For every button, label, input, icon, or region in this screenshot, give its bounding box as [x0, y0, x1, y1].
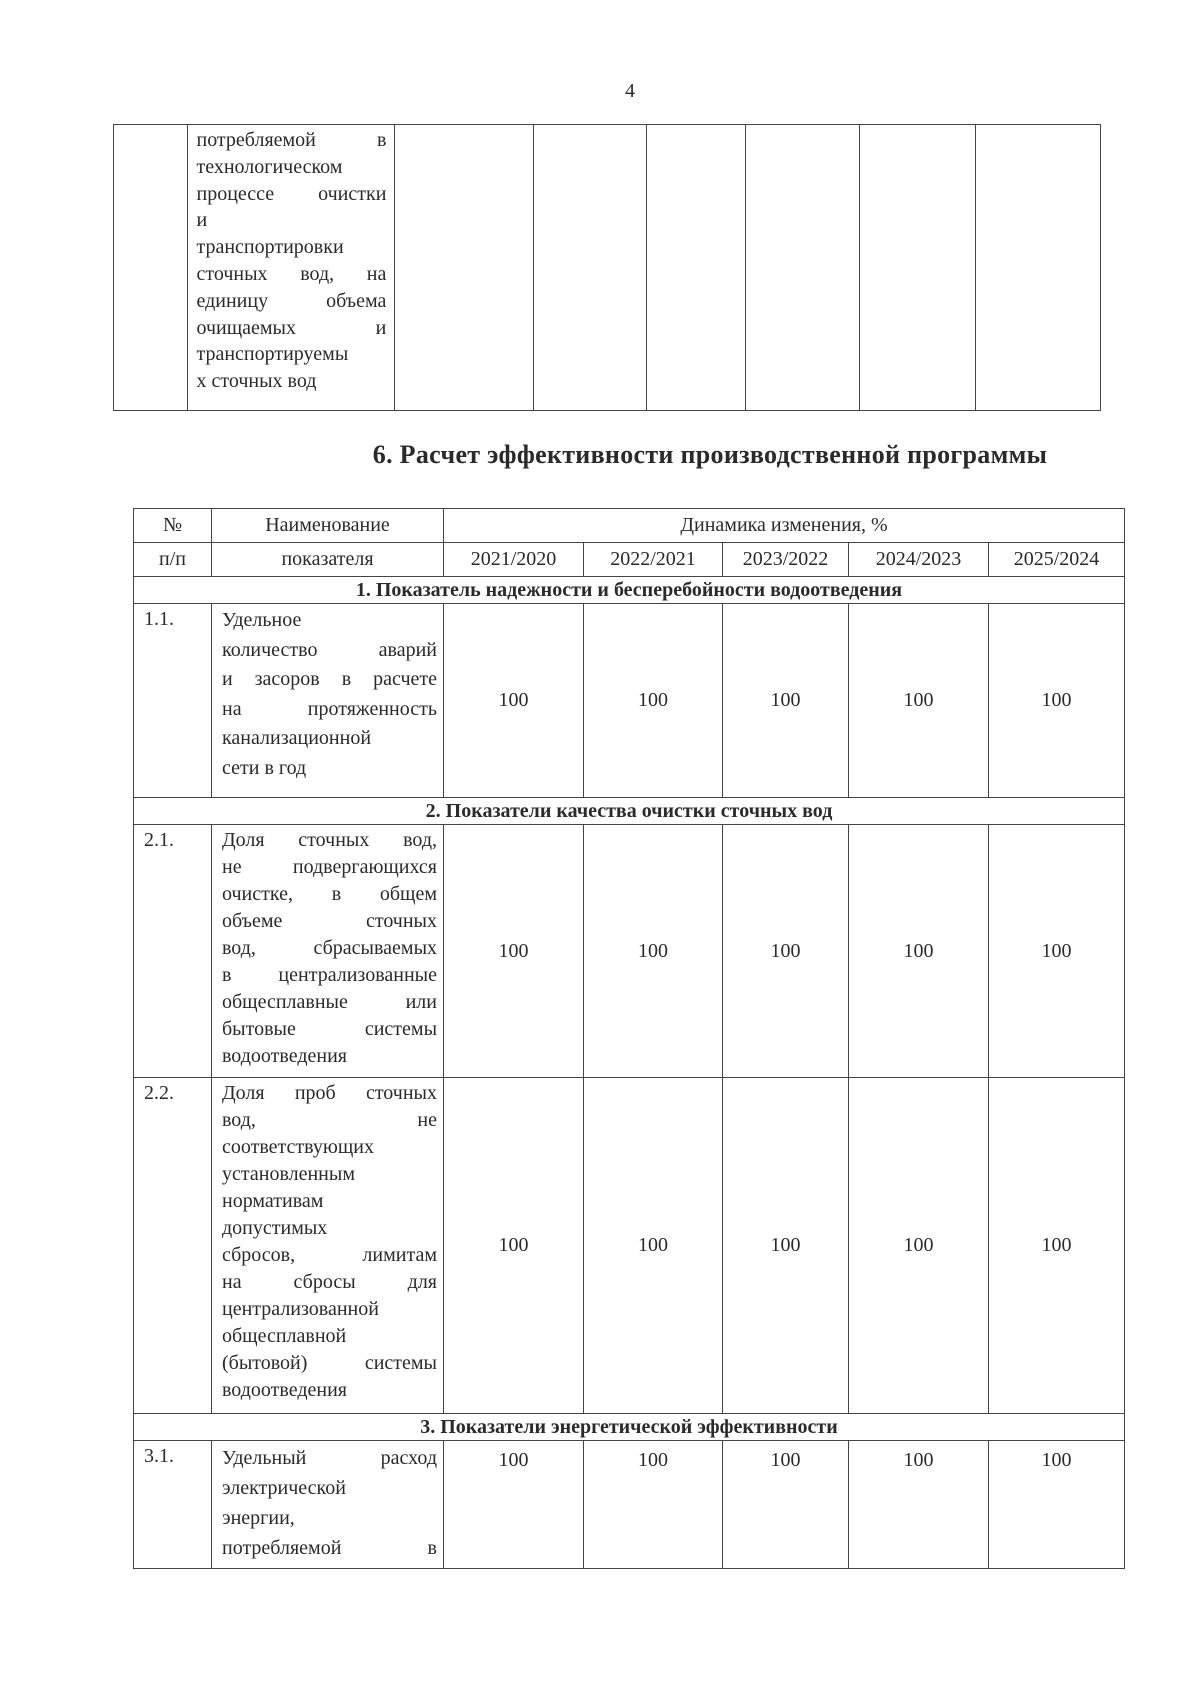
row-num: 2.2.	[134, 1078, 212, 1414]
header-year: 2021/2020	[444, 543, 584, 577]
name-line: потребляемой в	[222, 1537, 437, 1559]
row-value: 100	[444, 825, 584, 1078]
name-line: централизованной	[222, 1298, 379, 1320]
name-line: установленным	[222, 1163, 355, 1185]
name-line: на сбросы для	[222, 1271, 437, 1293]
header-num: №	[134, 509, 212, 543]
name-line: канализационной	[222, 727, 372, 749]
continued-table	[113, 124, 1101, 411]
table-cell	[646, 125, 745, 411]
name-line: и засоров в расчете	[222, 668, 437, 690]
header-year: 2024/2023	[849, 543, 989, 577]
efficiency-table	[133, 508, 1125, 1569]
row-num: 1.1.	[134, 604, 212, 798]
table-row	[134, 604, 1125, 798]
group-header-row	[134, 1414, 1125, 1441]
group-title: 2. Показатели качества очистки сточных вод	[134, 798, 1125, 825]
name-line: объеме сточных	[222, 910, 437, 932]
row-value: 100	[989, 604, 1125, 798]
row-value: 100	[849, 825, 989, 1078]
name-line: электрической	[222, 1477, 346, 1499]
row-name	[212, 825, 444, 1078]
table-row	[134, 825, 1125, 1078]
row-value: 100	[444, 1441, 584, 1569]
group-header-row	[134, 577, 1125, 604]
header-num-2: п/п	[134, 543, 212, 577]
name-line: транспортировки	[196, 236, 344, 259]
page-number: 4	[625, 80, 635, 102]
name-line: и	[196, 209, 208, 232]
name-line: Доля проб сточных	[222, 1082, 437, 1104]
row-name	[212, 604, 444, 798]
name-line: бытовые системы	[222, 1018, 437, 1040]
group-title: 3. Показатели энергетической эффективности	[134, 1414, 1125, 1441]
name-line: х сточных вод	[196, 370, 317, 393]
name-line: нормативам	[222, 1190, 324, 1212]
name-line: допустимых	[222, 1217, 328, 1239]
row-value: 100	[989, 825, 1125, 1078]
table-cell	[534, 125, 647, 411]
name-line: не подвергающихся	[222, 856, 437, 878]
name-line: очищаемых и	[196, 316, 387, 339]
name-line: сточных вод, на	[196, 262, 387, 285]
name-line: очистке, в общем	[222, 883, 437, 905]
table-cell	[975, 125, 1100, 411]
name-line: Удельное	[222, 609, 302, 631]
table-header-row	[134, 509, 1125, 543]
row-num: 2.1.	[134, 825, 212, 1078]
header-year: 2023/2022	[723, 543, 849, 577]
row-value: 100	[723, 825, 849, 1078]
name-line: Удельный расход	[222, 1447, 437, 1469]
header-name-2: показателя	[212, 543, 444, 577]
row-value: 100	[584, 825, 723, 1078]
name-line: единицу объема	[196, 289, 387, 312]
row-name	[212, 1078, 444, 1414]
name-line: транспортируемы	[196, 343, 349, 366]
row-value: 100	[584, 1441, 723, 1569]
name-line: сбросов, лимитам	[222, 1244, 437, 1266]
name-line: в централизованные	[222, 964, 437, 986]
name-line: вод, не	[222, 1109, 437, 1131]
row-value: 100	[989, 1078, 1125, 1414]
name-line: водоотведения	[222, 1045, 347, 1067]
name-line: (бытовой) системы	[222, 1352, 437, 1374]
name-line: сети в год	[222, 756, 307, 779]
table-cell-name	[188, 125, 395, 411]
row-value: 100	[444, 604, 584, 798]
table-cell	[746, 125, 860, 411]
name-line: общесплавной	[222, 1325, 347, 1347]
row-value: 100	[723, 1441, 849, 1569]
header-year: 2022/2021	[584, 543, 723, 577]
row-value: 100	[584, 1078, 723, 1414]
row-name	[212, 1441, 444, 1569]
row-value: 100	[584, 604, 723, 798]
section-title: 6. Расчет эффективности производственной программы	[372, 440, 1048, 469]
row-value: 100	[723, 1078, 849, 1414]
name-line: Доля сточных вод,	[222, 829, 437, 851]
name-line: энергии,	[222, 1507, 295, 1529]
name-line: вод, сбрасываемых	[222, 937, 437, 959]
row-value: 100	[723, 604, 849, 798]
table-row	[134, 1441, 1125, 1569]
row-value: 100	[849, 604, 989, 798]
name-line: технологическом	[196, 155, 343, 178]
name-line: количество аварий	[222, 638, 437, 661]
name-line: потребляемой в	[196, 129, 387, 151]
table-cell	[395, 125, 534, 411]
name-line: соответствующих	[222, 1136, 374, 1158]
row-value: 100	[849, 1441, 989, 1569]
name-line: водоотведения	[222, 1379, 347, 1401]
table-cell	[859, 125, 975, 411]
table-cell-num	[114, 125, 188, 411]
row-num: 3.1.	[134, 1441, 212, 1569]
header-name: Наименование	[212, 509, 444, 543]
group-header-row	[134, 798, 1125, 825]
name-line: на протяженность	[222, 697, 437, 720]
row-value: 100	[849, 1078, 989, 1414]
row-value: 100	[989, 1441, 1125, 1569]
row-value: 100	[444, 1078, 584, 1414]
group-title: 1. Показатель надежности и бесперебойности водоотведения	[134, 577, 1125, 604]
name-line: общесплавные или	[222, 991, 437, 1013]
header-year: 2025/2024	[989, 543, 1125, 577]
table-header-row	[134, 543, 1125, 577]
header-dynamics: Динамика изменения, %	[444, 509, 1125, 543]
table-row	[114, 125, 1101, 411]
name-line: процессе очистки	[196, 182, 387, 205]
table-row	[134, 1078, 1125, 1414]
